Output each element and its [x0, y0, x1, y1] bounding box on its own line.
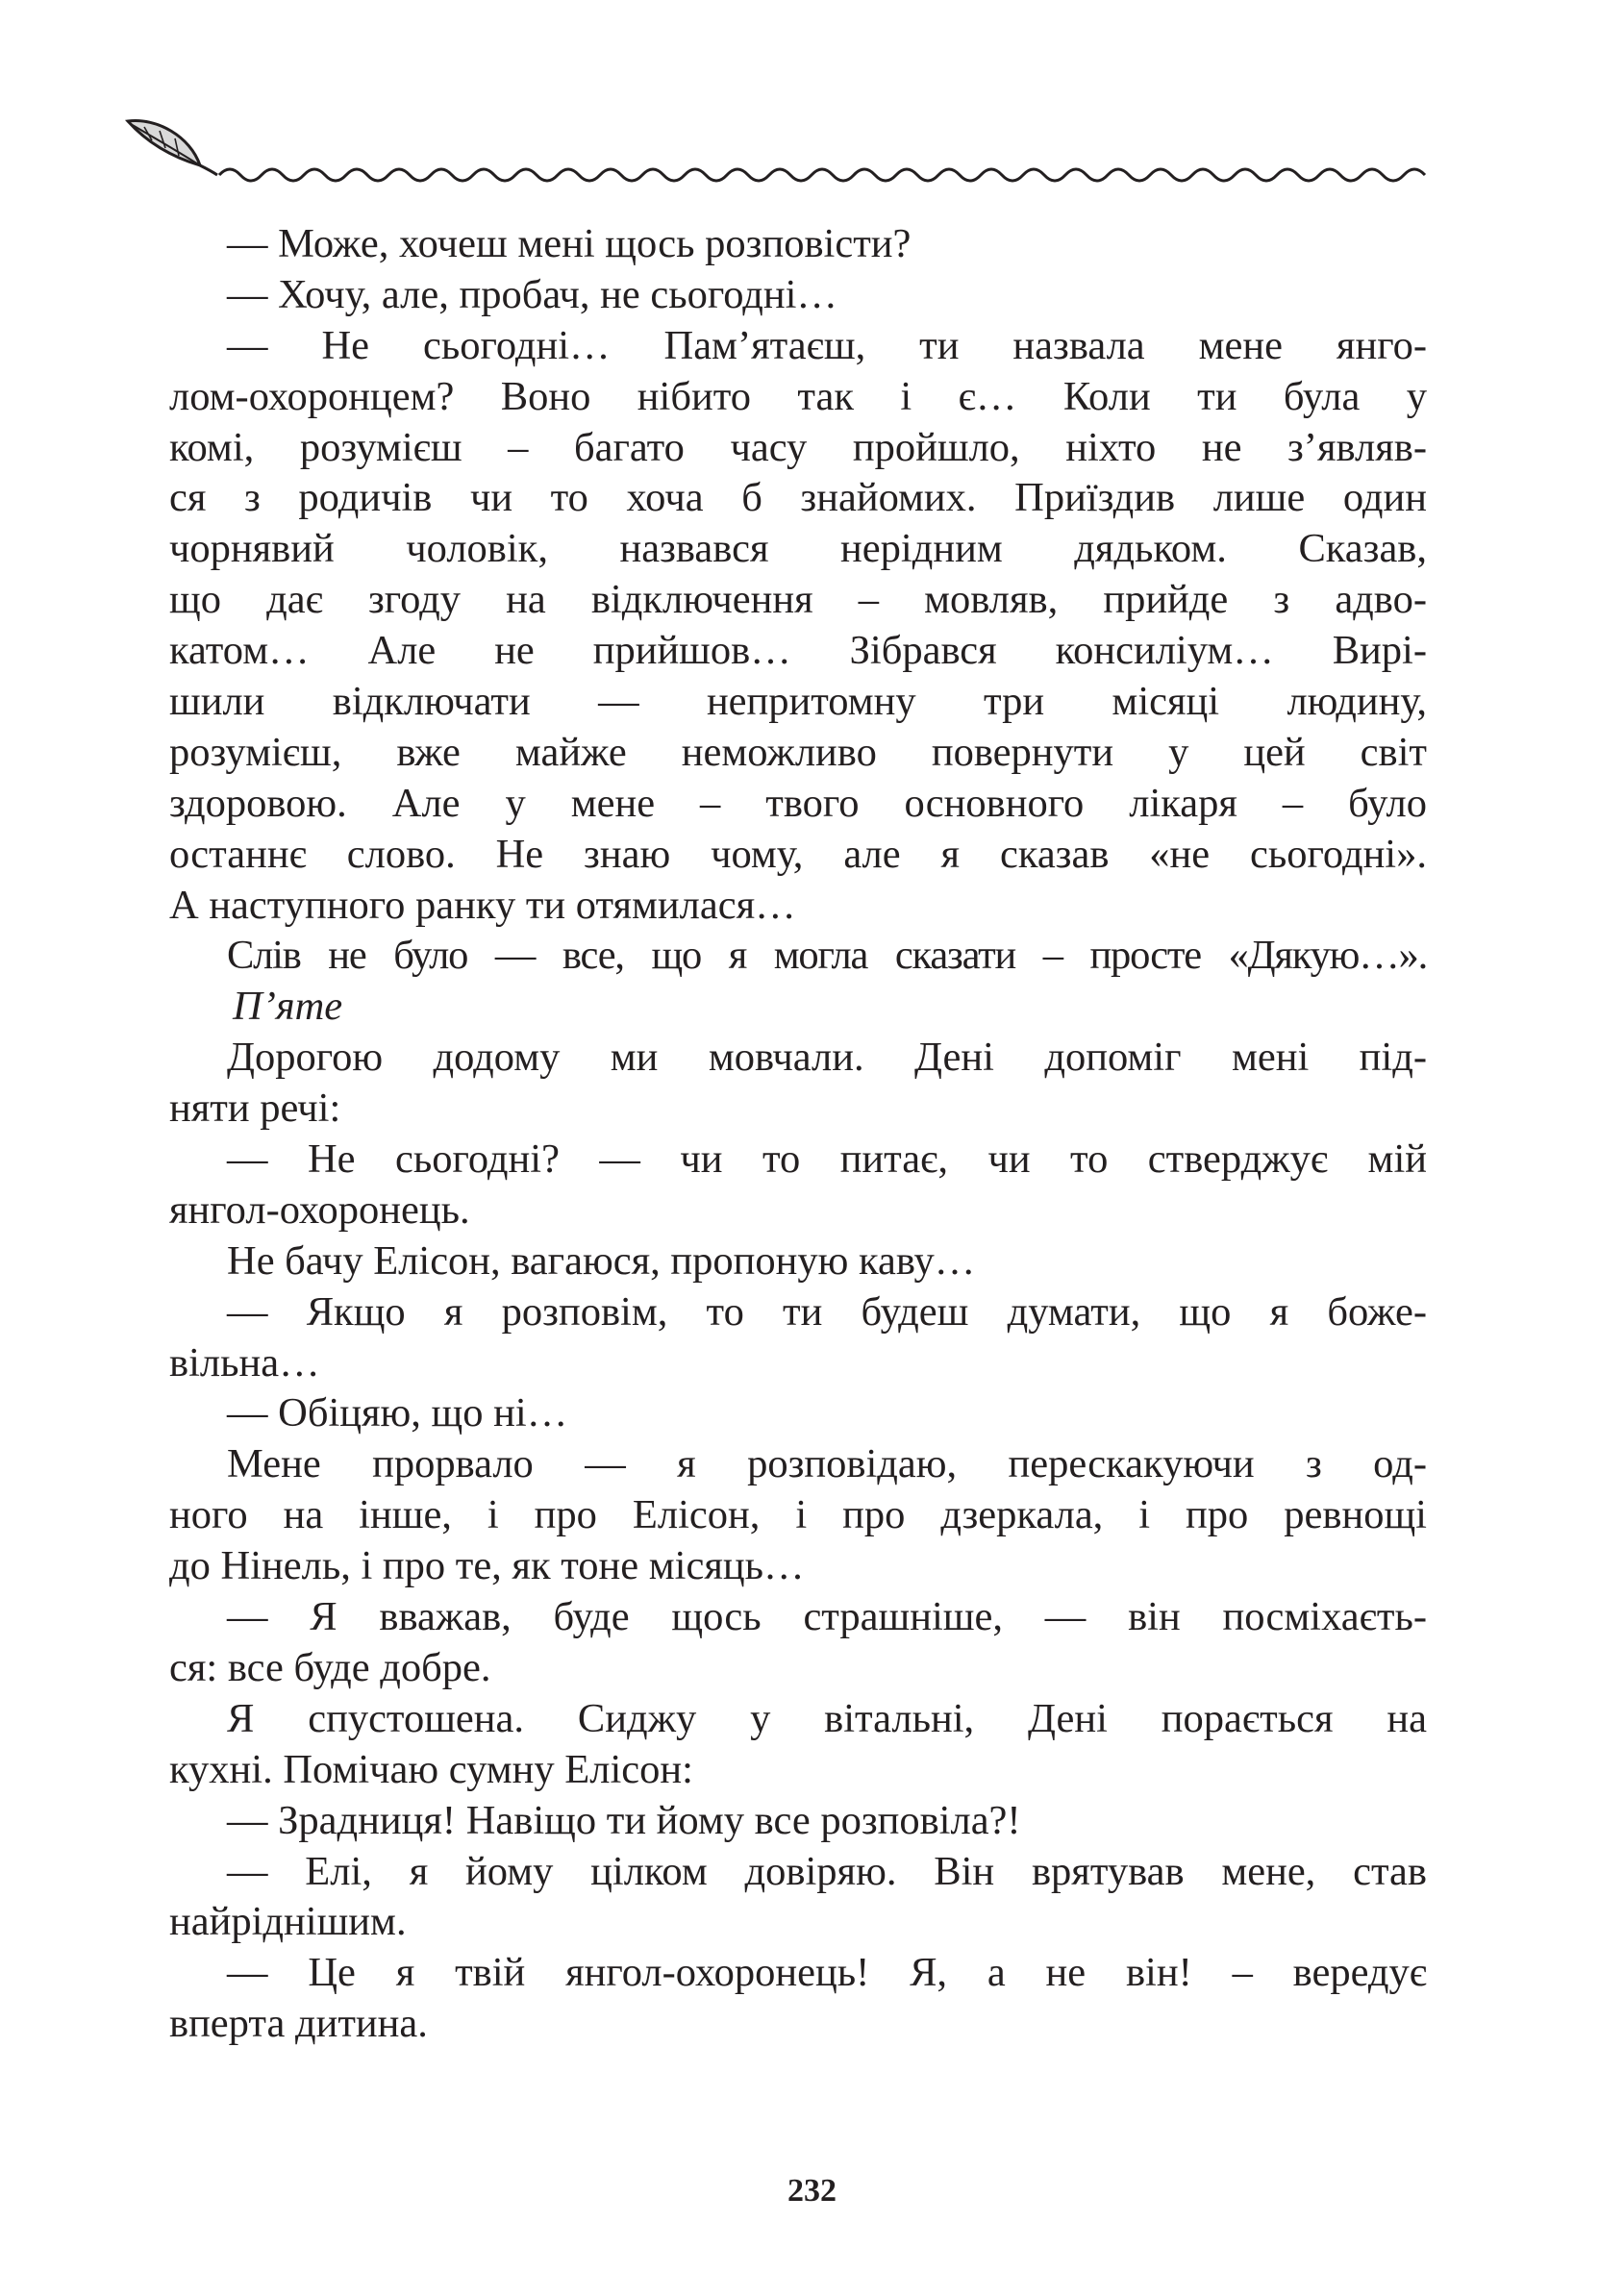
wave-rule — [219, 169, 1425, 181]
chapter-header-ornament — [123, 115, 1431, 202]
text-line: — Хочу, але, пробач, не сьогодні… — [227, 271, 837, 317]
text-line: — Обіцяю, що ні… — [227, 1390, 568, 1436]
text-line: — Я вважав, буде щось страшніше, — він посміхаєть- — [227, 1594, 1427, 1640]
text-line: Дорогою додому ми мовчали. Дені допоміг мені під- — [227, 1035, 1427, 1081]
text-line: здоровою. Але у мене – твого основного лікаря – було — [169, 780, 1427, 826]
text-line: ся з родичів чи то хоча б знайомих. Приїздив лише один — [169, 475, 1427, 521]
text-line: — Зрадниця! Навіщо ти йому все розповіла?! — [227, 1797, 1021, 1843]
body-text — [169, 219, 1427, 2050]
text-line: — Це я твій янгол-охоронець! Я, а не він! – вередує — [227, 1950, 1427, 1996]
text-line: чорнявий чоловік, назвався нерідним дядьком. Сказав, — [169, 526, 1427, 572]
text-line: янгол-охоронець. — [169, 1186, 470, 1233]
text-line: Мене прорвало — я розповідаю, перескакуючи з од- — [227, 1441, 1427, 1487]
text-line: — Елі, я йому цілком довіряю. Він врятував мене, став — [227, 1848, 1427, 1894]
text-line: до Нінель, і про те, як тоне місяць… — [169, 1543, 805, 1589]
text-line: ся: все буде добре. — [169, 1644, 491, 1690]
text-line: — Якщо я розповім, то ти будеш думати, що я боже- — [227, 1288, 1427, 1335]
text-line: вільна… — [169, 1339, 320, 1386]
text-line: вперта дитина. — [169, 2001, 428, 2047]
text-line: — Може, хочеш мені щось розповісти? — [227, 221, 912, 266]
text-line: найріднішим. — [169, 1899, 407, 1945]
leaf-icon — [128, 120, 217, 175]
text-line: катом… Але не прийшов… Зібрався консиліум… Вирі- — [169, 628, 1427, 674]
leaf-wave-ornament — [123, 115, 1431, 202]
text-line: шили відключати — непритомну три місяці людину, — [169, 679, 1427, 725]
text-line: розумієш, вже майже неможливо повернути у цей світ — [169, 729, 1427, 775]
text-line: — Не сьогодні? — чи то питає, чи то стверджує мій — [227, 1136, 1427, 1183]
text-line: ного на інше, і про Елісон, і про дзеркала, і про ревнощі — [169, 1492, 1427, 1538]
text-line: останнє слово. Не знаю чому, але я сказав «не сьогодні». — [169, 831, 1427, 877]
text-line: кухні. Помічаю сумну Елісон: — [169, 1746, 693, 1792]
text-line: що дає згоду на відключення – мовляв, прийде з адво- — [169, 577, 1427, 623]
page-number: 232 — [787, 2173, 837, 2209]
text-line: няти речі: — [169, 1086, 341, 1132]
text-line: Не бачу Елісон, вагаюся, пропоную каву… — [227, 1237, 976, 1284]
text-line: — Не сьогодні… Пам’ятаєш, ти назвала мене янго- — [227, 322, 1427, 368]
text-line: Я спустошена. Сиджу у вітальні, Дені порається на — [227, 1695, 1427, 1741]
text-line: комі, розумієш – багато часу пройшло, ніхто не з’являв- — [169, 424, 1427, 470]
text-line: А наступного ранку ти отямилася… — [169, 882, 796, 928]
text-line: П’яте — [233, 984, 343, 1030]
text-line: лом-охоронцем? Воно нібито так і є… Коли ти була у — [169, 373, 1427, 419]
text-line: Слів не було — все, що я могла сказати – просте «Дякую…». — [227, 933, 1427, 979]
